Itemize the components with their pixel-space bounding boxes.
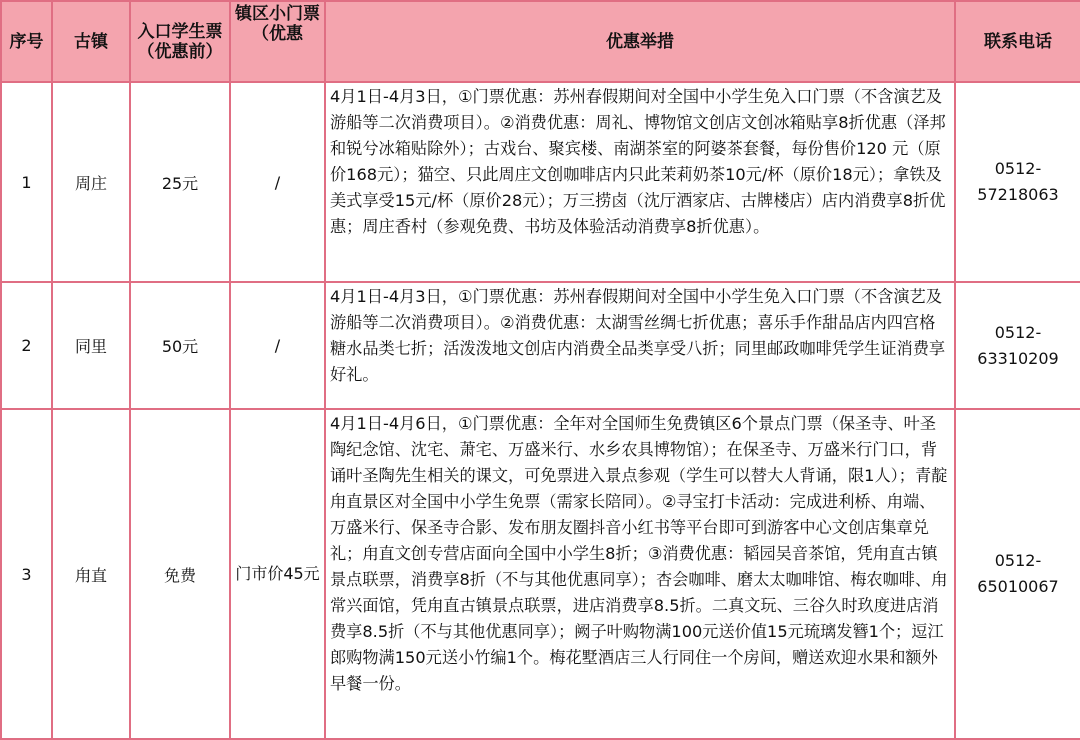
row-index: 3 [1, 409, 52, 739]
row-index: 2 [1, 282, 52, 409]
row-entry-ticket: 50元 [130, 282, 230, 409]
header-phone: 联系电话 [955, 1, 1080, 82]
row-phone: 0512-57218063 [955, 82, 1080, 282]
row-town: 同里 [52, 282, 130, 409]
row-phone: 0512-65010067 [955, 409, 1080, 739]
row-town-gate-ticket: / [230, 82, 325, 282]
row-town-gate-ticket: / [230, 282, 325, 409]
table-row [1, 409, 1080, 739]
row-measures: 4月1日-4月6日，①门票优惠：全年对全国师生免费镇区6个景点门票（保圣寺、叶圣陶纪念馆、沈宅、萧宅、万盛米行、水乡农具博物馆）；在保圣寺、万盛米行门口，背诵叶圣陶先生相关的课文，可免票进入景点参观（学生可以替大人背诵，限1人）；青靛甪直景区对全国中小学生免票（需家长陪同）。②寻宝打卡活动：完成进利桥、甪端、万盛米行、保圣寺合影、发布朋友圈抖音小红书等平台即可到游客中心文创店集章兑礼；甪直文创专营店面向全国中小学生8折；③消费优惠：韬园吴音茶馆，凭甪直古镇景点联票，消费享8折（不与其他优惠同享）；杏会咖啡、磨太太咖啡馆、梅农咖啡、甪常兴面馆，凭甪直古镇景点联票，进店消费享8.5折。二真文玩、三谷久时玖度进店消费享8.5折（不与其他优惠同享）；阙子叶购物满100元送价值15元琉璃发簪1个；逗江郎购物满150元送小竹编1个。梅花墅酒店三人行同住一个房间，赠送欢迎水果和额外早餐一份。 [325, 409, 955, 739]
table-row [1, 282, 1080, 409]
header-town: 古镇 [52, 1, 130, 82]
row-measures: 4月1日-4月3日，①门票优惠：苏州春假期间对全国中小学生免入口门票（不含演艺及游船等二次消费项目）。②消费优惠：太湖雪丝绸七折优惠；喜乐手作甜品店内四宫格糖水品类七折；活泼泼地文创店内消费全品类享受八折；同里邮政咖啡凭学生证消费享好礼。 [325, 282, 955, 409]
row-phone: 0512-63310209 [955, 282, 1080, 409]
table-body [1, 82, 1080, 739]
header-entry-ticket: 入口学生票（优惠前） [130, 1, 230, 82]
row-measures: 4月1日-4月3日，①门票优惠：苏州春假期间对全国中小学生免入口门票（不含演艺及游船等二次消费项目）。②消费优惠：周礼、博物馆文创店文创冰箱贴享8折优惠（泽邦和锐兮冰箱贴除外）；古戏台、聚宾楼、南湖茶室的阿婆茶套餐，每份售价120 元（原价168元）；猫空、只此周庄文创咖啡店内只此茉莉奶茶10元/杯（原价18元）；拿铁及美式享受15元/杯（原价28元）；万三捞卤（沈厅酒家店、古牌楼店）店内消费享8折优惠；周庄香村（参观免费、书坊及体验活动消费享8折优惠）。 [325, 82, 955, 282]
header-index: 序号 [1, 1, 52, 82]
row-town: 周庄 [52, 82, 130, 282]
header-row [1, 1, 1080, 82]
table-row [1, 82, 1080, 282]
header-town-gate-ticket: 镇区小门票（优惠 [230, 1, 325, 82]
table-header [1, 1, 1080, 82]
row-entry-ticket: 免费 [130, 409, 230, 739]
row-town-gate-ticket: 门市价45元 [230, 409, 325, 739]
row-town: 甪直 [52, 409, 130, 739]
row-index: 1 [1, 82, 52, 282]
header-measures: 优惠举措 [325, 1, 955, 82]
row-entry-ticket: 25元 [130, 82, 230, 282]
